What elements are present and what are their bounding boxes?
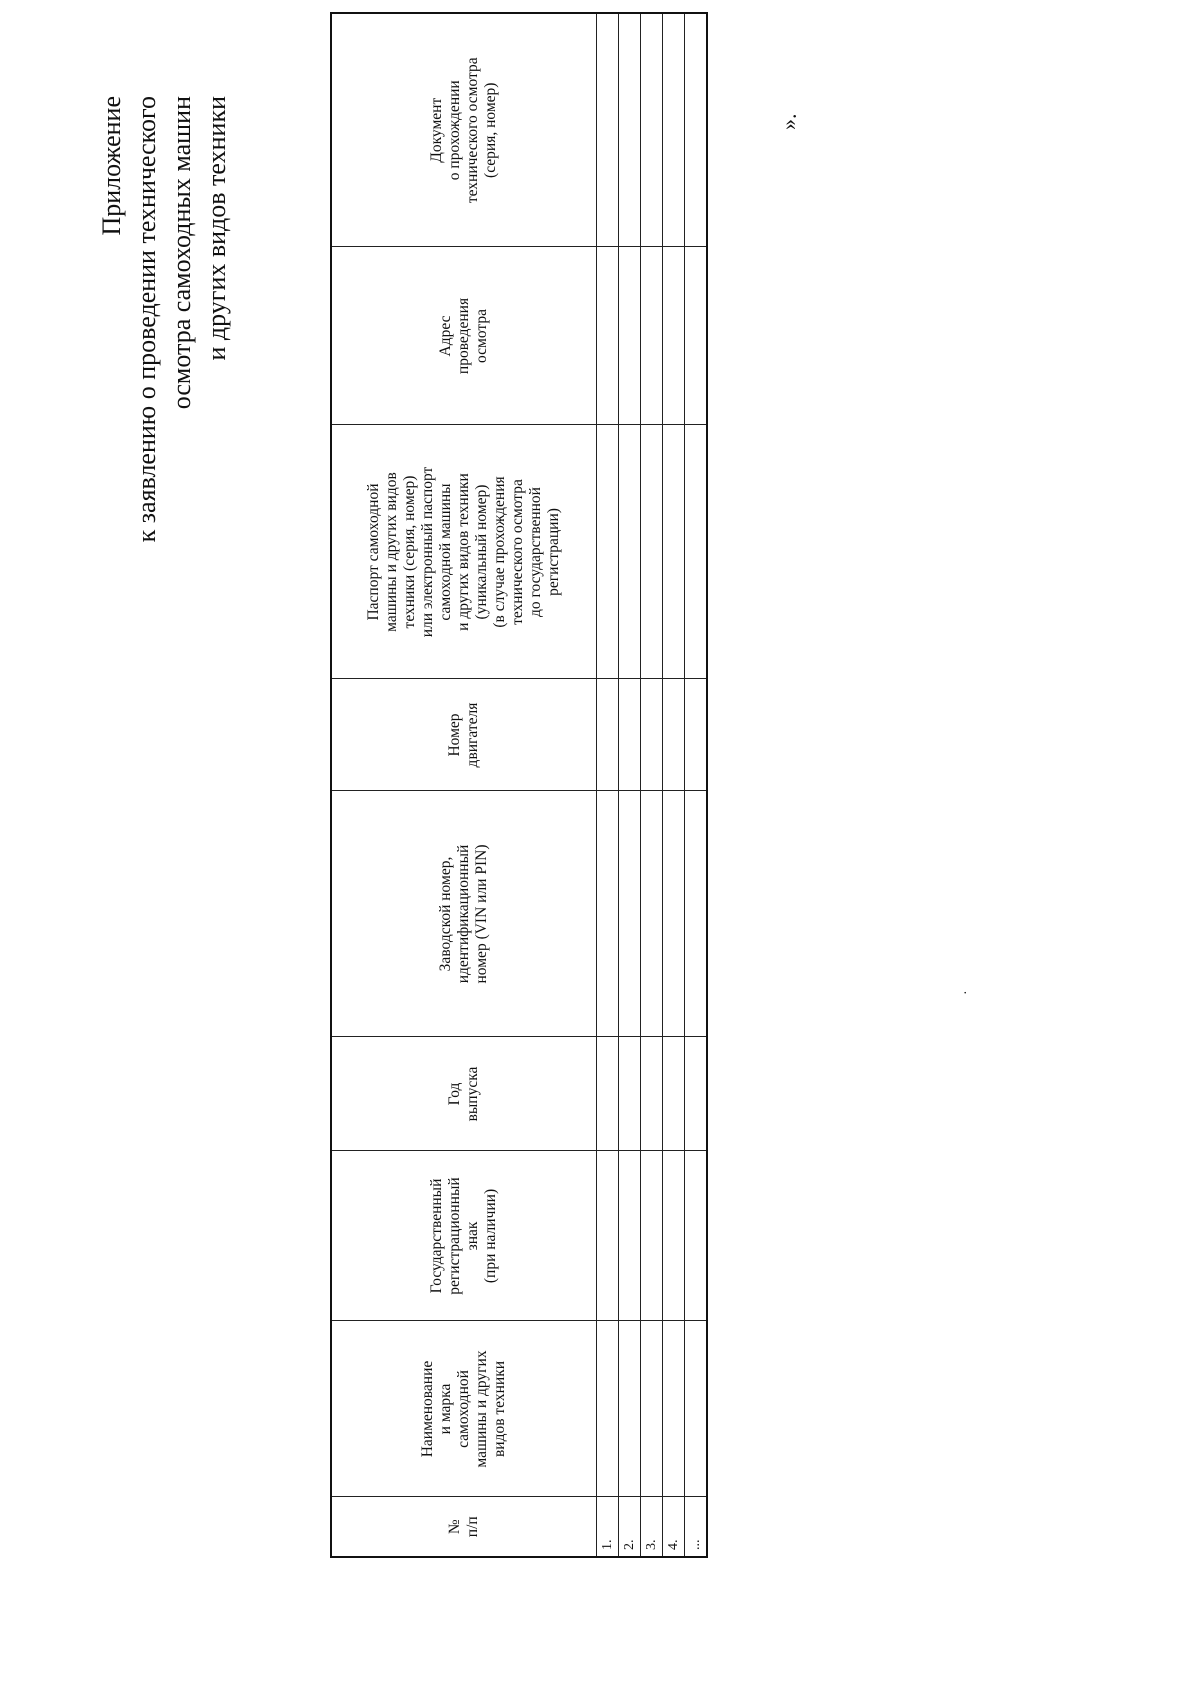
table-cell-passport: [685, 425, 708, 679]
table-cell-document: [685, 13, 708, 247]
column-header-label-line: регистрационный: [446, 1177, 463, 1295]
table-cell-engine-no: [641, 679, 663, 791]
table-cell-address: [597, 247, 619, 425]
table-cell-name: [619, 1321, 641, 1497]
table-cell-engine-no: [619, 679, 641, 791]
column-header-label-line: Заводской номер,: [437, 856, 454, 972]
column-header-num: [331, 1497, 597, 1557]
table-cell-reg-sign: [597, 1151, 619, 1321]
column-header-label-line: осмотра: [473, 309, 490, 363]
table-cell-factory-no: [663, 791, 685, 1037]
table-cell-engine-no: [685, 679, 708, 791]
table-cell-address: [663, 247, 685, 425]
table-cell-num: ...: [685, 1497, 708, 1557]
table-cell-factory-no: [641, 791, 663, 1037]
column-header-label-line: технического осмотра: [509, 479, 526, 625]
column-header-label-line: самоходной машины: [437, 483, 454, 621]
column-header-label-line: Адрес: [437, 315, 454, 357]
table-cell-reg-sign: [619, 1151, 641, 1321]
column-header-document: [331, 13, 597, 247]
table-cell-document: [597, 13, 619, 247]
table-cell-name: [685, 1321, 708, 1497]
column-header-label-line: регистрации): [545, 508, 562, 596]
column-header-passport: [331, 425, 597, 679]
appendix-subtitle-line: к заявлению о проведении технического: [132, 96, 161, 543]
column-header-label-line: видов техники: [491, 1360, 508, 1458]
vehicles-table: [330, 12, 708, 1558]
appendix-subtitle-line: осмотра самоходных машин: [167, 96, 196, 410]
table-cell-year: [597, 1037, 619, 1151]
table-cell-year: [619, 1037, 641, 1151]
table-cell-passport: [641, 425, 663, 679]
column-header-label-line: и других видов техники: [455, 473, 472, 631]
table-cell-address: [641, 247, 663, 425]
column-header-label-line: технического осмотра: [464, 57, 481, 204]
table-cell-passport: [619, 425, 641, 679]
column-header-label-line: Документ: [428, 97, 445, 163]
column-header-address: [331, 247, 597, 425]
appendix-subtitle-line: и других видов техники: [202, 96, 231, 361]
table-cell-reg-sign: [641, 1151, 663, 1321]
table-cell-document: [641, 13, 663, 247]
table-cell-reg-sign: [663, 1151, 685, 1321]
table-row: [597, 13, 619, 1557]
table-row: [663, 13, 685, 1557]
column-header-label-line: или электронный паспорт: [419, 466, 436, 638]
table-cell-num: 3.: [641, 1497, 663, 1557]
table-cell-name: [641, 1321, 663, 1497]
appendix-title: Приложение: [97, 96, 126, 236]
table-cell-reg-sign: [685, 1151, 708, 1321]
table-cell-num: 1.: [597, 1497, 619, 1557]
table-cell-address: [685, 247, 708, 425]
table-row: [619, 13, 641, 1557]
column-header-label-line: и марка: [437, 1383, 454, 1435]
column-header-year: [331, 1037, 597, 1151]
column-header-name: [331, 1321, 597, 1497]
table-cell-address: [619, 247, 641, 425]
column-header-label-line: п/п: [464, 1516, 481, 1538]
column-header-label-line: о прохождении: [446, 80, 463, 181]
table-cell-factory-no: [685, 791, 708, 1037]
table-cell-num: 2.: [619, 1497, 641, 1557]
column-header-label-line: проведения: [455, 297, 472, 375]
column-header-label-line: двигателя: [464, 702, 481, 768]
table-cell-num: 4.: [663, 1497, 685, 1557]
table-cell-year: [641, 1037, 663, 1151]
table-cell-passport: [663, 425, 685, 679]
column-header-label-line: машины и других видов: [383, 472, 400, 632]
column-header-label-line: (серия, номер): [482, 82, 499, 178]
column-header-label-line: до государственной: [527, 487, 544, 617]
table-row: [685, 13, 708, 1557]
column-header-label-line: номер (VIN или PIN): [473, 844, 490, 984]
column-header-label-line: Наименование: [419, 1360, 436, 1458]
table-cell-factory-no: [619, 791, 641, 1037]
column-header-label-line: Номер: [446, 713, 463, 757]
column-header-label-line: Год: [446, 1082, 463, 1106]
table-cell-document: [663, 13, 685, 247]
table-body: [597, 13, 708, 1557]
column-header-label-line: знак: [464, 1221, 481, 1251]
column-header-label-line: машины и других: [473, 1350, 490, 1468]
table-cell-year: [663, 1037, 685, 1151]
table-row: [641, 13, 663, 1557]
table-cell-year: [685, 1037, 708, 1151]
table-cell-name: [663, 1321, 685, 1497]
column-header-factory-no: [331, 791, 597, 1037]
table-header-row: [331, 13, 597, 1557]
column-header-label-line: самоходной: [455, 1370, 472, 1448]
table-cell-factory-no: [597, 791, 619, 1037]
column-header-label-line: (уникальный номер): [473, 484, 490, 620]
column-header-label-line: Паспорт самоходной: [365, 483, 382, 621]
column-header-label-line: (при наличии): [482, 1188, 499, 1284]
table-cell-engine-no: [663, 679, 685, 791]
table-cell-passport: [597, 425, 619, 679]
column-header-label-line: выпуска: [464, 1066, 481, 1122]
appendix-heading: [94, 96, 234, 836]
table-cell-engine-no: [597, 679, 619, 791]
column-header-label-line: идентификационный: [455, 844, 472, 984]
stray-mark: ·: [959, 990, 974, 995]
column-header-engine-no: [331, 679, 597, 791]
column-header-label-line: Государственный: [428, 1178, 445, 1294]
column-header-label-line: (в случае прохождения: [491, 476, 508, 628]
column-header-label-line: техники (серия, номер): [401, 475, 418, 629]
table-cell-document: [619, 13, 641, 247]
column-header-reg-sign: [331, 1151, 597, 1321]
closing-quote-mark: ».: [776, 113, 801, 130]
table-cell-name: [597, 1321, 619, 1497]
column-header-label-line: №: [446, 1519, 463, 1535]
